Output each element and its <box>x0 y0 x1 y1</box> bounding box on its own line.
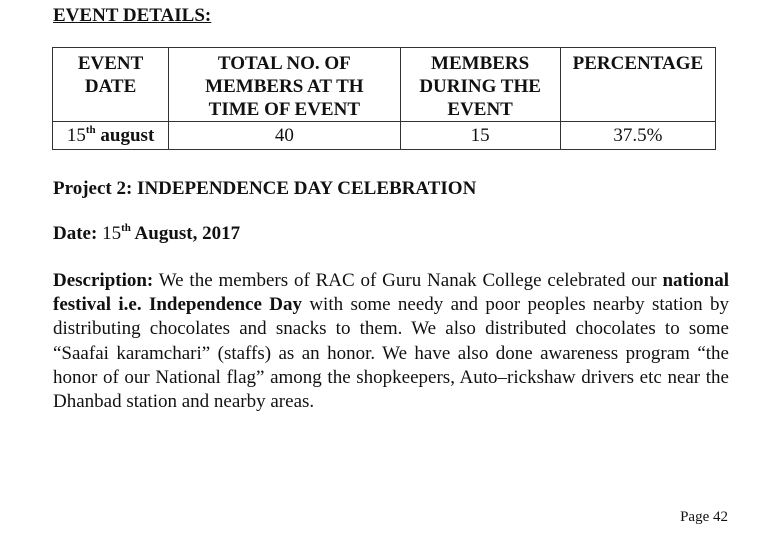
event-date-line <box>53 222 240 246</box>
header-members-during <box>400 48 560 122</box>
header-line: DURING THE <box>419 76 541 97</box>
description-paragraph <box>53 269 729 414</box>
date-day: 15 <box>66 125 86 146</box>
header-line: MEMBERS AT TH <box>205 76 364 97</box>
header-line: TOTAL NO. OF <box>217 53 351 74</box>
table-row <box>53 122 716 150</box>
description-label: Description: <box>53 270 154 291</box>
date-rest: August, 2017 <box>130 223 241 244</box>
header-percentage <box>560 48 715 122</box>
cell-members-during: 15 <box>400 122 560 150</box>
date-suffix: th <box>121 222 131 234</box>
cell-percentage: 37.5% <box>560 122 715 150</box>
project-title: Project 2: INDEPENDENCE DAY CELEBRATION <box>53 178 477 199</box>
event-details-heading: EVENT DETAILS: <box>53 5 212 26</box>
header-total-members <box>169 48 400 122</box>
date-day: 15 <box>97 223 122 244</box>
cell-event-date <box>53 122 169 150</box>
description-highlight: national festival i.e. Independence Day <box>53 270 729 316</box>
description-text: We the members of RAC of Guru Nanak College celebrated our <box>153 270 663 291</box>
header-line: DATE <box>84 76 137 97</box>
cell-total-members: 40 <box>169 122 400 150</box>
event-details-table <box>52 47 716 150</box>
table-header-row <box>53 48 716 122</box>
date-suffix: th <box>85 124 96 136</box>
header-line: EVENT <box>447 99 513 120</box>
date-label: Date: <box>53 223 98 244</box>
header-event-date <box>53 48 169 122</box>
header-line: MEMBERS <box>431 53 530 74</box>
header-line: TIME OF EVENT <box>208 99 360 120</box>
header-line: PERCENTAGE <box>572 53 704 74</box>
page-number: Page 42 <box>680 509 728 525</box>
date-month: august <box>95 125 155 146</box>
description-text: with some needy and poor peoples nearby station by distributing chocolates and snacks to them. We also distributed chocolates to some “Saafai karamchari” (staffs) as an honor. We have also done awareness program “the honor of our National flag” among the shopkeepers, Auto–rickshaw drivers etc near the Dhanbad station and nearby areas. <box>53 294 729 413</box>
header-line: EVENT <box>77 53 144 74</box>
